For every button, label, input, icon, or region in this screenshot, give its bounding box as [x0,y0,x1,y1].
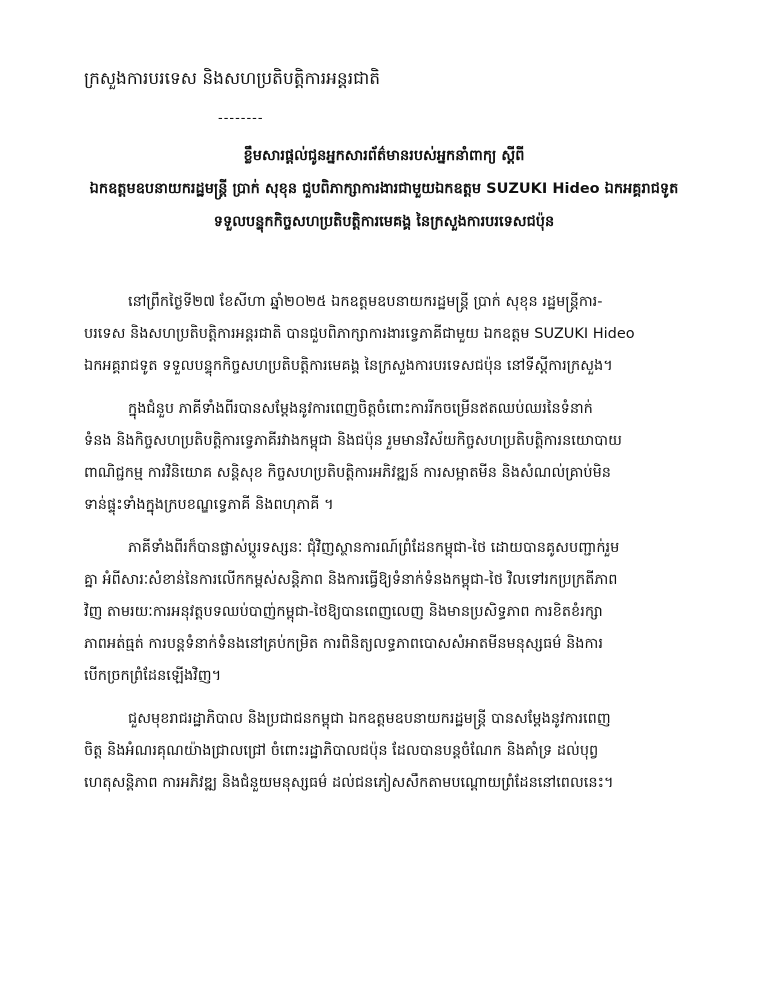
paragraph-line: ទាន់ផ្ទុះទាំងក្នុងក្របខណ្ឌទ្វេភាគី និងពហុភាគី ។ [84,497,334,513]
paragraph-line: ពាណិជ្ជកម្ម ការវិនិយោគ សន្តិសុខ កិច្ចសហប្រតិបត្តិការអភិវឌ្ឍន៍ ការសម្អាតមីន និងសំណល់គ្រាប់មិន [84,465,612,481]
paragraph-2 [84,393,704,521]
paragraph-line: ជួសមុខរាជរដ្ឋាភិបាល និងប្រជាជនកម្ពុជា ឯកឧត្តមឧបនាយករដ្ឋមន្ត្រី បានសម្តែងនូវការពេញ [128,711,611,727]
paragraph-line: ភាគីទាំងពីរក៏បានផ្លាស់ប្តូរទស្សនៈ ជុំវិញស្ថានការណ៍ព្រំដែនកម្ពុជា-ថៃ ដោយបានគូសបញ្ជាក់រួម [128,540,620,556]
ministry-name: ក្រសួងការបរទេស និងសហប្រតិបត្តិការអន្តរជាតិ [84,69,381,89]
document-body [84,286,704,810]
title-line-2: ឯកឧត្តមឧបនាយករដ្ឋមន្ត្រី ប្រាក់ សុខុន ជួបពិភាក្សាការងារជាមួយឯកឧត្តម SUZUKI Hideo ឯកអគ្គរាជទូត [89,181,679,197]
paragraph-line: នៅព្រឹកថ្ងៃទី២៧ ខែសីហា ឆ្នាំ២០២៥ ឯកឧត្តមឧបនាយករដ្ឋមន្ត្រី ប្រាក់ សុខុន រដ្ឋមន្ត្រីការ- [128,294,603,310]
document-title [70,140,698,239]
title-line-1: ខ្លឹមសារផ្តល់ជូនអ្នកសារព័ត៌មានរបស់អ្នកនាំពាក្យ ស្តីពី [243,148,525,164]
paragraph-line: បរទេស និងសហប្រតិបត្តិការអន្តរជាតិ បានជួបពិភាក្សាការងារទ្វេភាគីជាមួយ ឯកឧត្តម SUZUKI Hideo [84,326,635,342]
title-line-3: ទទួលបន្ទុកកិច្ចសហប្រតិបត្តិការមេគង្គ នៃក្រសួងការបរទេសជប៉ុន [213,214,555,230]
paragraph-line: គ្នា អំពីសារៈសំខាន់នៃការលើកកម្ពស់សន្តិភាព និងការធ្វើឱ្យទំនាក់ទំនងកម្ពុជា-ថៃ វិលទៅរកប្រក្រតីភាព [84,572,618,588]
paragraph-line: ទំនង និងកិច្ចសហប្រតិបត្តិការទ្វេភាគីរវាងកម្ពុជា និងជប៉ុន រួមមានវិស័យកិច្ចសហប្រតិបត្តិការនយោបាយ [84,433,622,449]
header-divider: -------- [218,111,264,126]
paragraph-line: វិញ តាមរយៈការអនុវត្តបទឈប់បាញ់កម្ពុជា-ថៃឱ្យបានពេញលេញ និងមានប្រសិទ្ធភាព ការខិតខំរក្សា [84,604,603,620]
paragraph-line: ភាពអត់ធ្មត់ ការបន្តទំនាក់ទំនងនៅគ្រប់កម្រិត ការពិនិត្យលទ្ធភាពបោសសំអាតមីនមនុស្សធម៌ និងការ [84,636,603,652]
paragraph-1 [84,286,704,382]
paragraph-4 [84,703,704,799]
paragraph-line: ក្នុងជំនួប ភាគីទាំងពីរបានសម្តែងនូវការពេញចិត្តចំពោះការរីកចម្រើនឥតឈប់ឈរនៃទំនាក់ [128,401,593,417]
paragraph-3 [84,532,704,692]
paragraph-line: ហេតុសន្តិភាព ការអភិវឌ្ឍ និងជំនួយមនុស្សធម៌ ដល់ជនភៀសសឹកតាមបណ្តោយព្រំដែននៅពេលនេះ។ [84,775,614,791]
paragraph-line: ចិត្ត និងអំណរគុណយ៉ាងជ្រាលជ្រៅ ចំពោះរដ្ឋាភិបាលជប៉ុន ដែលបានបន្តចំណែក និងគាំទ្រ ដល់បុព្វ [84,743,599,759]
paragraph-line: ឯកអគ្គរាជទូត ទទួលបន្ទុកកិច្ចសហប្រតិបត្តិការមេគង្គ នៃក្រសួងការបរទេសជប៉ុន នៅទីស្តីការក្រសួង។ [84,358,613,374]
paragraph-line: បើកច្រកព្រំដែនឡើងវិញ។ [84,668,222,684]
